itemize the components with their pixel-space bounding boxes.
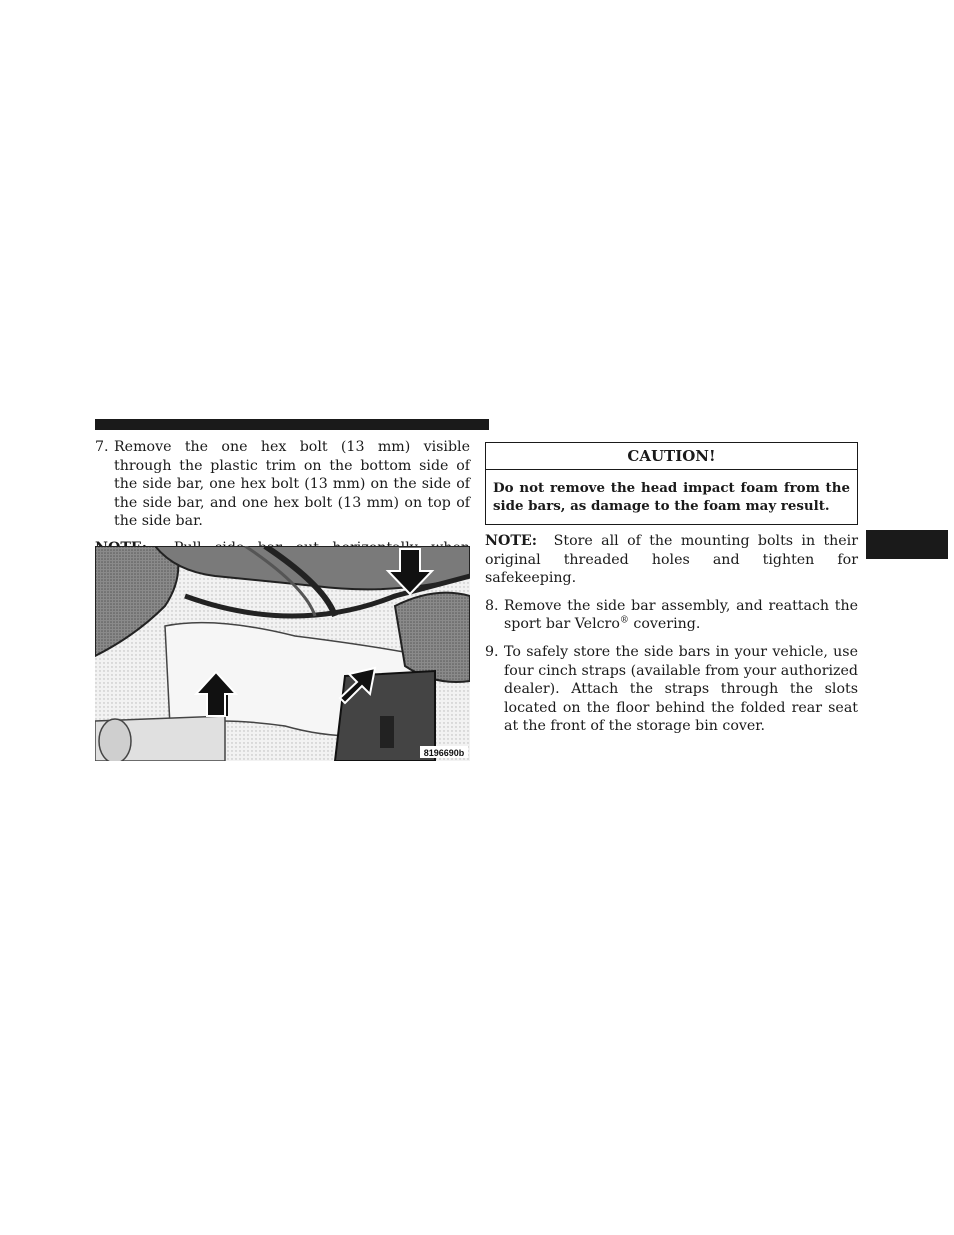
step-8 [485,597,858,634]
side-bar-photo [95,546,470,761]
step-9 [485,643,858,736]
note-text: Store all of the mounting bolts in their original threaded holes and tighten for safekeeping. [485,533,858,587]
step-text: Remove the side bar assembly, and reattach the sport bar Velcro [504,597,858,633]
caution-box [485,442,858,525]
step-text: To safely store the side bars in your vehicle, use four cinch straps (available from your authorized dealer). Attach the straps through the slots located on the floor behind the folded rear seat at the front of the storage bin cover. [504,643,858,735]
step-number: 9. [485,643,499,660]
note-store-bolts [485,532,858,588]
section-tab [866,530,948,559]
step-number: 7. [95,439,109,455]
figure-id: 8196690b [423,748,465,758]
step-number: 8. [485,597,499,614]
side-bar-illustration [95,546,470,761]
caution-text: Do not remove the head impact foam from the side bars, as damage to the foam may result. [493,480,850,514]
note-label: NOTE: [485,533,537,549]
header-rule [95,419,489,430]
step-7 [95,438,470,531]
registered-mark: ® [619,615,629,626]
step-text-end: covering. [628,616,701,633]
right-column [485,442,858,736]
caution-title: CAUTION! [486,443,857,470]
step-text: Remove the one hex bolt (13 mm) visible through the plastic trim on the bottom side of the side bar, one hex bolt (13 mm) on the side of the side bar, and one hex bolt (13 mm) on top of the side bar. [114,439,470,530]
